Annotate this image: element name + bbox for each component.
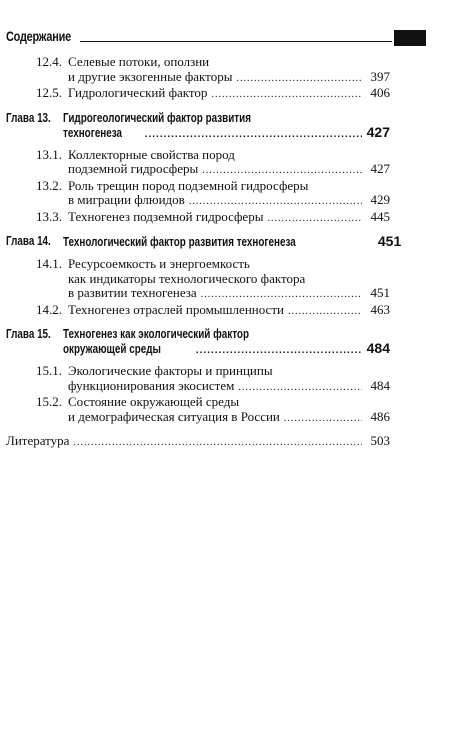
toc-entry-13-2[interactable] <box>6 179 390 210</box>
section-number: 12.4. <box>36 54 62 69</box>
page-number: 406 <box>370 85 390 100</box>
entry-title-line: Роль трещин пород подземной гидросферы <box>68 177 309 193</box>
page-number: 486 <box>370 408 390 424</box>
chapter-title-line: Техногенез как экологический фактор <box>63 326 249 341</box>
page-number: 503 <box>370 433 390 448</box>
page-number: 463 <box>370 301 390 317</box>
chapter-label: Глава 14. <box>6 233 51 248</box>
entry-title-line: функционирования экосистем <box>68 377 235 393</box>
page-number: 429 <box>370 192 390 207</box>
toc-entry-14-2[interactable] <box>6 303 390 320</box>
toc-entry-12-5[interactable] <box>6 86 390 103</box>
chapter-label: Глава 15. <box>6 326 51 341</box>
toc-entry-15-2[interactable] <box>6 395 390 426</box>
page-header <box>6 26 426 48</box>
entry-title-line: Коллекторные свойства пород <box>68 146 235 162</box>
entry-title-line: и другие экзогенные факторы <box>68 68 233 84</box>
chapter-title-line: Гидрогеологический фактор развития <box>63 109 251 125</box>
toc-entry-13-3[interactable] <box>6 210 390 227</box>
entry-title-line: Ресурсоемкость и энергоемкость <box>68 256 250 271</box>
table-of-contents <box>6 54 402 450</box>
entry-title-line: Состояние окружающей среды <box>68 394 240 409</box>
dot-leader <box>201 288 362 303</box>
chapter-title-line: окружающей среды <box>63 341 161 356</box>
page-number: 427 <box>366 123 390 140</box>
toc-entry-literature[interactable] <box>6 434 390 450</box>
dot-leader <box>202 164 362 179</box>
dot-leader <box>145 128 362 142</box>
section-number: 13.3. <box>36 208 62 224</box>
entry-title-line: и демографическая ситуация в России <box>68 408 280 424</box>
page-number: 451 <box>377 233 402 249</box>
dot-leader <box>196 344 362 358</box>
entry-title-line: как индикаторы технологического фактора <box>68 270 306 286</box>
section-number: 14.1. <box>36 256 62 271</box>
dot-leader <box>189 195 362 210</box>
entry-title-line: Селевые потоки, оползни <box>68 54 210 69</box>
header-block <box>394 30 426 46</box>
entry-title-line: Техногенез подземной гидросферы <box>68 208 264 224</box>
dot-leader <box>288 305 362 320</box>
toc-entry-14-1[interactable] <box>6 257 390 303</box>
toc-chapter-15[interactable] <box>6 327 390 358</box>
dot-leader <box>267 212 362 227</box>
dot-leader <box>238 381 362 396</box>
page-number: 451 <box>370 285 390 300</box>
dot-leader <box>73 436 362 450</box>
page-number: 484 <box>370 377 390 393</box>
page-number: 427 <box>370 161 390 176</box>
entry-title-line: подземной гидросферы <box>68 161 199 176</box>
toc-chapter-14[interactable] <box>6 233 402 251</box>
toc-entry-13-1[interactable] <box>6 148 390 179</box>
section-number: 14.2. <box>36 301 62 317</box>
toc-chapter-13[interactable] <box>6 111 390 142</box>
dot-leader <box>211 88 362 103</box>
section-number: 15.2. <box>36 394 62 409</box>
header-rule <box>80 41 392 42</box>
dot-leader <box>284 412 362 427</box>
chapter-label: Глава 13. <box>6 109 51 125</box>
chapter-title-line: Технологический фактор развития техногенеза <box>63 234 296 249</box>
entry-title-line: в развитии техногенеза <box>68 285 197 300</box>
header-title: Содержание <box>6 28 71 44</box>
page-number: 445 <box>370 208 390 224</box>
toc-entry-15-1[interactable] <box>6 364 390 395</box>
entry-title-line: Техногенез отраслей промышленности <box>68 301 284 317</box>
section-number: 12.5. <box>36 85 62 100</box>
page-number: 397 <box>370 68 390 84</box>
entry-title-line: в миграции флюидов <box>68 192 185 207</box>
section-number: 15.1. <box>36 363 62 378</box>
dot-leader <box>236 72 362 87</box>
section-number: 13.2. <box>36 177 62 193</box>
section-number: 13.1. <box>36 146 62 162</box>
entry-title-line: Литература <box>6 433 70 448</box>
entry-title-line: Гидрологический фактор <box>68 85 208 100</box>
page-number: 484 <box>366 340 390 356</box>
toc-entry-12-4[interactable] <box>6 55 390 86</box>
chapter-title-line: техногенеза <box>63 124 123 140</box>
entry-title-line: Экологические факторы и принципы <box>68 363 273 378</box>
